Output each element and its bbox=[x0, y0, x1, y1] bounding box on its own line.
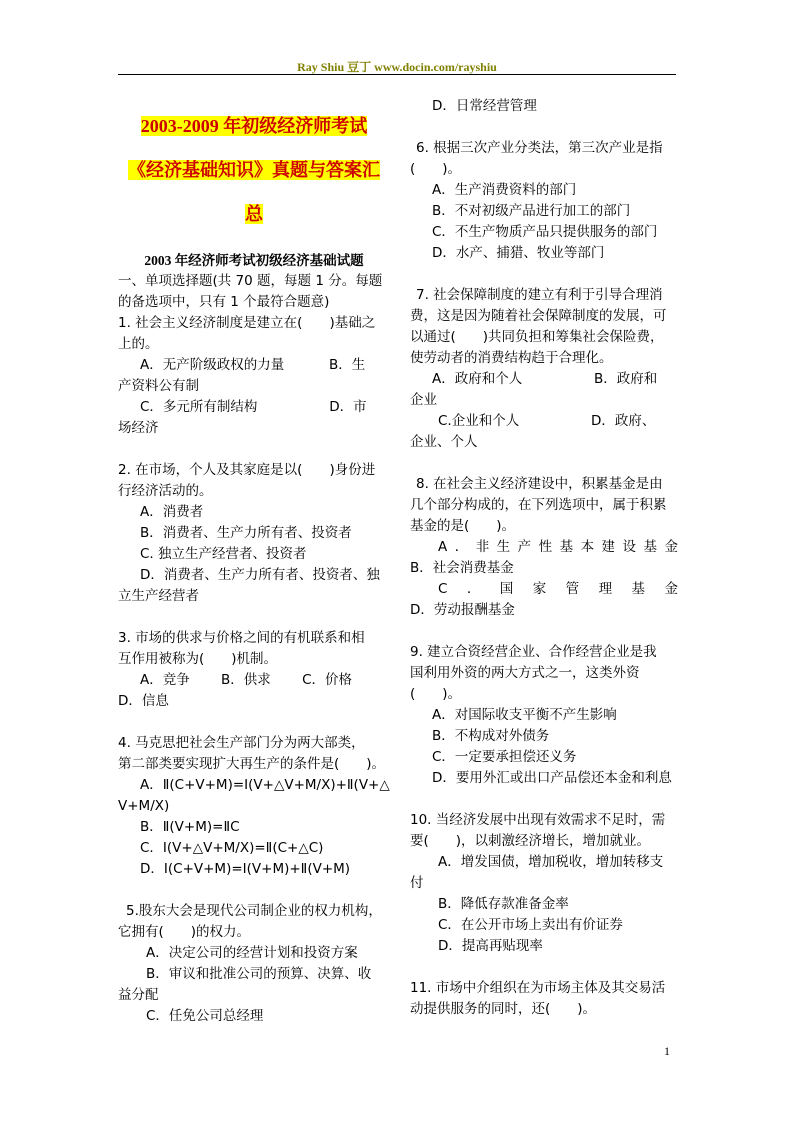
question-2 bbox=[118, 460, 390, 607]
option-a: A．对国际收支平衡不产生影响 bbox=[432, 707, 617, 723]
question-1 bbox=[118, 313, 390, 439]
question-text: 3. 市场的供求与价格之间的有机联系和相 bbox=[118, 630, 365, 646]
question-text: ( )。 bbox=[410, 686, 462, 702]
question-10 bbox=[410, 810, 678, 957]
option-b: B．不构成对外债务 bbox=[432, 728, 550, 744]
option-d: D．提高再贴现率 bbox=[438, 938, 543, 954]
option-b: B．不对初级产品进行加工的部门 bbox=[432, 203, 631, 219]
option-d: D．劳动报酬基金 bbox=[410, 602, 515, 618]
option-b-cont: 企业 bbox=[410, 392, 437, 408]
question-text: 第二部类要实现扩大再生产的条件是( )。 bbox=[118, 756, 386, 772]
exam-subtitle: 2003 年经济师考试初级经济基础试题 bbox=[144, 253, 364, 268]
question-text: 动提供服务的同时，还( )。 bbox=[410, 1001, 597, 1017]
option-d-cont: 企业、个人 bbox=[410, 434, 478, 450]
question-text: 2. 在市场，个人及其家庭是以( )身份进 bbox=[118, 462, 376, 478]
question-text: 10. 当经济发展中出现有效需求不足时，需 bbox=[410, 812, 666, 828]
question-4 bbox=[118, 733, 390, 880]
question-7 bbox=[410, 285, 678, 453]
option-a: A．无产阶级政权的力量 B．生 bbox=[140, 357, 366, 373]
option-c: C．在公开市场上卖出有价证券 bbox=[438, 917, 623, 933]
option-a: A．消费者 bbox=[140, 504, 204, 520]
option-a: A．生产消费资料的部门 bbox=[432, 182, 577, 198]
option-c: C．任免公司总经理 bbox=[146, 1008, 264, 1024]
question-text: 5.股东大会是现代公司制企业的权力机构， bbox=[126, 903, 382, 919]
option-a: A．增发国债，增加税收，增加转移支 bbox=[438, 854, 664, 870]
option-d-cont: 立生产经营者 bbox=[118, 588, 199, 604]
question-5-option-d: D．日常经营管理 bbox=[432, 98, 537, 114]
question-6 bbox=[410, 138, 678, 264]
option-c: C．多元所有制结构 D．市 bbox=[140, 399, 367, 415]
page-number: 1 bbox=[664, 1044, 670, 1058]
section-heading-line-1: 一、单项选择题(共 70 题，每题 1 分。每题 bbox=[118, 273, 383, 289]
option-b-cont: 产资料公有制 bbox=[118, 378, 199, 394]
question-3 bbox=[118, 628, 390, 712]
option-c: C．一定要承担偿还义务 bbox=[432, 749, 577, 765]
question-text: 以通过( )共同负担和筹集社会保险费， bbox=[410, 329, 664, 345]
option-c: C．国家管理基金 bbox=[438, 581, 678, 597]
question-text: 行经济活动的。 bbox=[118, 483, 213, 499]
header-rule bbox=[118, 74, 676, 75]
question-text: 上的。 bbox=[118, 336, 159, 352]
option-c: C. 独立生产经营者、投资者 bbox=[140, 546, 307, 562]
options-abc: A．竞争 B．供求 C．价格 bbox=[140, 672, 353, 688]
option-a: A．政府和个人 B．政府和 bbox=[432, 371, 658, 387]
option-b: B．审议和批准公司的预算、决算、收 bbox=[146, 966, 372, 982]
question-11 bbox=[410, 978, 678, 1020]
question-text: 11. 市场中介组织在为市场主体及其交易活 bbox=[410, 980, 666, 996]
title-line-2: 《经济基础知识》真题与答案汇 bbox=[128, 160, 380, 180]
left-column bbox=[118, 104, 390, 1027]
question-text: 费，这是因为随着社会保障制度的发展，可 bbox=[410, 308, 667, 324]
option-c: C．Ⅰ(V+△V+M/X)=Ⅱ(C+△C) bbox=[140, 840, 324, 856]
question-text: 国利用外资的两大方式之一，这类外资 bbox=[410, 665, 640, 681]
question-text: 几个部分构成的，在下列选项中，属于积累 bbox=[410, 497, 667, 513]
option-a: A．决定公司的经营计划和投资方案 bbox=[146, 945, 358, 961]
option-d: D．水产、捕猎、牧业等部门 bbox=[432, 245, 605, 261]
question-text: 1. 社会主义经济制度是建立在( )基础之 bbox=[118, 315, 376, 331]
option-a: A．Ⅱ(C+V+M)=I(V+△V+M/X)+Ⅱ(V+△ bbox=[140, 777, 390, 793]
question-text: 7. 社会保障制度的建立有利于引导合理消 bbox=[416, 287, 663, 303]
page-header: Ray Shiu 豆丁 www.docin.com/rayshiu bbox=[297, 60, 497, 74]
question-9 bbox=[410, 642, 678, 789]
right-column bbox=[410, 96, 678, 1020]
question-text: 6. 根据三次产业分类法，第三次产业是指 bbox=[416, 140, 663, 156]
option-a-cont: 付 bbox=[410, 875, 424, 891]
option-b-cont: 益分配 bbox=[118, 987, 159, 1003]
section-heading-line-2: 的备选项中，只有 1 个最符合题意) bbox=[118, 294, 330, 310]
question-text: 9. 建立合资经营企业、合作经营企业是我 bbox=[410, 644, 657, 660]
option-c: C.企业和个人 D．政府、 bbox=[438, 413, 656, 429]
option-d: D．Ⅰ(C+V+M)=Ⅰ(V+M)+Ⅱ(V+M) bbox=[140, 861, 351, 877]
question-text: 使劳动者的消费结构趋于合理化。 bbox=[410, 350, 613, 366]
option-d: D．信息 bbox=[118, 693, 169, 709]
option-b: B．降低存款准备金率 bbox=[438, 896, 569, 912]
question-8 bbox=[410, 474, 678, 621]
option-a-cont: V+M/X) bbox=[118, 798, 170, 814]
question-5 bbox=[118, 901, 390, 1027]
question-text: ( )。 bbox=[410, 161, 462, 177]
title-line-1: 2003-2009 年初级经济师考试 bbox=[140, 116, 368, 136]
option-d-cont: 场经济 bbox=[118, 420, 159, 436]
question-text: 4. 马克思把社会生产部门分为两大部类， bbox=[118, 735, 365, 751]
question-text: 要( )，以刺激经济增长，增加就业。 bbox=[410, 833, 651, 849]
option-c: C．不生产物质产品只提供服务的部门 bbox=[432, 224, 658, 240]
option-d: D．消费者、生产力所有者、投资者、独 bbox=[140, 567, 380, 583]
question-text: 它拥有( )的权力。 bbox=[118, 924, 251, 940]
option-b: B．消费者、生产力所有者、投资者 bbox=[140, 525, 352, 541]
document-title bbox=[118, 104, 390, 236]
title-line-3: 总 bbox=[245, 204, 263, 224]
question-text: 基金的是( )。 bbox=[410, 518, 516, 534]
question-text: 8. 在社会主义经济建设中，积累基金是由 bbox=[416, 476, 663, 492]
option-b: B．Ⅱ(V+M)=ⅡC bbox=[140, 819, 240, 835]
option-a: A．非生产性基本建设基金 bbox=[438, 539, 678, 555]
question-text: 互作用被称为( )机制。 bbox=[118, 651, 278, 667]
option-d: D．要用外汇或出口产品偿还本金和利息 bbox=[432, 770, 672, 786]
option-b: B．社会消费基金 bbox=[410, 560, 514, 576]
